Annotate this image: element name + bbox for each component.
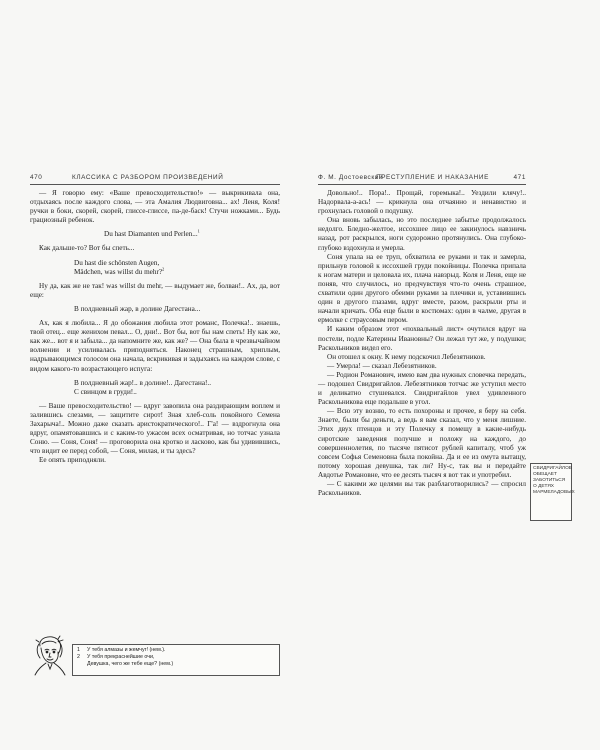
paragraph: Как дальше-то? Вот бы спеть...: [39, 244, 135, 253]
paragraph: Довольно!.. Пора!.. Прощай, горемыка!.. Уездили клячу!.. Надорвала-а-ась! — крикнула она отчаянно и ненавистно и грохнулась головой о подушку.: [318, 189, 526, 216]
right-page-author: Ф. М. Достоевский: [318, 174, 384, 181]
left-page-text: [30, 189, 280, 465]
verse-quote: В полдневный жар!.. в долине!.. Дагестана!.. С свинцом в груди!..: [74, 378, 212, 396]
paragraph: Соня упала на ее труп, обхватила ее руками и так и замерла, прильнув головой к иссохшей груди покойницы. Полечка припала к ногам матери и целовала их, плача навзрыд. Коля и Леня, еще не поняв, что случилось, но предчувствуя что-то очень страшное, схватили один другого обеими руками за плечики и, уставившись один в другого глазами, вдруг вместе, разом, раскрыли рты и начали кричать. Оба еще были в костюмах: один в чалме, другая в ермолке с страусовым пером.: [318, 252, 526, 325]
paragraph: И каким образом этот «похвальный лист» очутился вдруг на постели, подле Катерины Ивановны? Он лежал тут же, у подушки; Раскольников видел его.: [318, 325, 526, 352]
paragraph: Ну да, как же не так! was willst du mehr, — выдумает же, болван!.. Ах, да, вот еще:: [30, 281, 280, 299]
right-page-text: [318, 189, 526, 498]
left-running-title: КЛАССИКА С РАЗБОРОМ ПРОИЗВЕДЕНИЙ: [72, 174, 224, 181]
right-running-title: ПРЕСТУПЛЕНИЕ И НАКАЗАНИЕ: [376, 174, 489, 181]
right-page-header: [318, 173, 526, 185]
left-page-number: 470: [30, 174, 43, 181]
paragraph: — С какими же целями вы так разблаготворились? — спросил Раскольников.: [318, 480, 526, 498]
paragraph: Она вновь забылась, но это последнее забытье продолжалось недолго. Бледно-желтое, иссохшее лицо ее закинулось навзничь назад, рот раскрылся, ноги судорожно протянулись. Она глубоко-глубоко вздохнула и умерла.: [318, 216, 526, 252]
paragraph: Он отошел к окну. К нему подскочил Лебезятников.: [327, 352, 486, 361]
footnote-2: 2 У тебя прекраснейшие очи, Девушка, чего же тебе еще? (нем.): [77, 654, 174, 667]
german-verse-1: Du hast Diamanten und Perlen...$^1$: [104, 228, 200, 239]
portrait-sketch-illustration: [30, 632, 70, 676]
right-page-number: 471: [513, 174, 526, 181]
footnote-1: 1 У тебя алмазы и жемчуг! (нем.).: [77, 647, 166, 653]
paragraph: — Ваше превосходительство! — вдруг завопила она раздирающим воплем и залившись слезами, — защитите сирот! Зная хлеб-соль покойного Семена Захарыча!.. Можно даже сказать аристократического!.. Г'а! — вздрогнула она вдруг, опамятовавшись и с каким-то ужасом всех осматривая, но тотчас узнала Соню. — Соня, Соня! — проговорила она кротко и ласково, как бы удивившись, что видит ее перед собой, — Соня, милая, и ты здесь?: [30, 401, 280, 456]
paragraph: — Всю эту возню, то есть похороны и прочее, я беру на себя. Знаете, были бы деньги, а ведь я вам сказал, что у меня лишние. Этих двух птенцов и эту Полечку я помещу в какие-нибудь сиротские заведения получше и положу на каждого, до совершеннолетия, по тысяче пятисот рублей капиталу, чтоб уж совсем Софья Семеновна была покойна. Да и ее из омута вытащу, потому хорошая девушка, так ли? Ну-с, так вы и передайте Авдотье Романовне, что ее десять тысяч я вот так и употребил.: [318, 407, 526, 479]
margin-sidenote: СВИДРИГАЙЛОВ ОБЕЩАЕТ ЗАБОТИТЬСЯ О ДЕТЯХ МАРМЕЛАДОВЫХ: [530, 463, 572, 521]
footnotes-box: [72, 644, 280, 676]
paragraph: Ее опять приподняли.: [39, 456, 106, 465]
german-verse-2: Du hast die schönsten Augen, Mädchen, was willst du mehr?$^2$: [74, 258, 165, 276]
paragraph: — Я говорю ему: «Ваше превосходительство!» — выкрикивала она, отдыхаясь после каждого слова, — эта Амалия Людвиговна... ах! Леня, Коля! ручки в боки, скорей, скорей, глиссе-глиссе, па-де-баск! Стучи ножками... Будь грациозный ребенок.: [30, 189, 280, 225]
paragraph: — Родион Романович, имею вам два нужных словечка передать, — подошел Свидригайлов. Лебезятников тотчас же уступил место и деликатно стушевался. Свидригайлов увел удивленного Раскольникова еще подальше в угол.: [318, 370, 526, 407]
verse-quote: В полдневный жар, в долине Дагестана...: [74, 304, 201, 313]
left-page-header: [30, 173, 280, 185]
paragraph: — Умерла! — сказал Лебезятников.: [327, 361, 437, 370]
paragraph: Ах, как я любила... Я до обожания любила этот романс, Полечка!.. знаешь, твой отец... еще женихом певал... О, дни!.. Вот бы, вот бы нам спеть! Ну как же, как же... вот я и забыла... да напомните же, как же? — Она была в чрезвычайном волнении и усиливалась приподняться. Наконец страшным, хриплым, надрывающимся голосом она начала, вскрикивая и задыхаясь на каждом слове, с видом какого-то возрастающего испуга:: [30, 319, 280, 373]
